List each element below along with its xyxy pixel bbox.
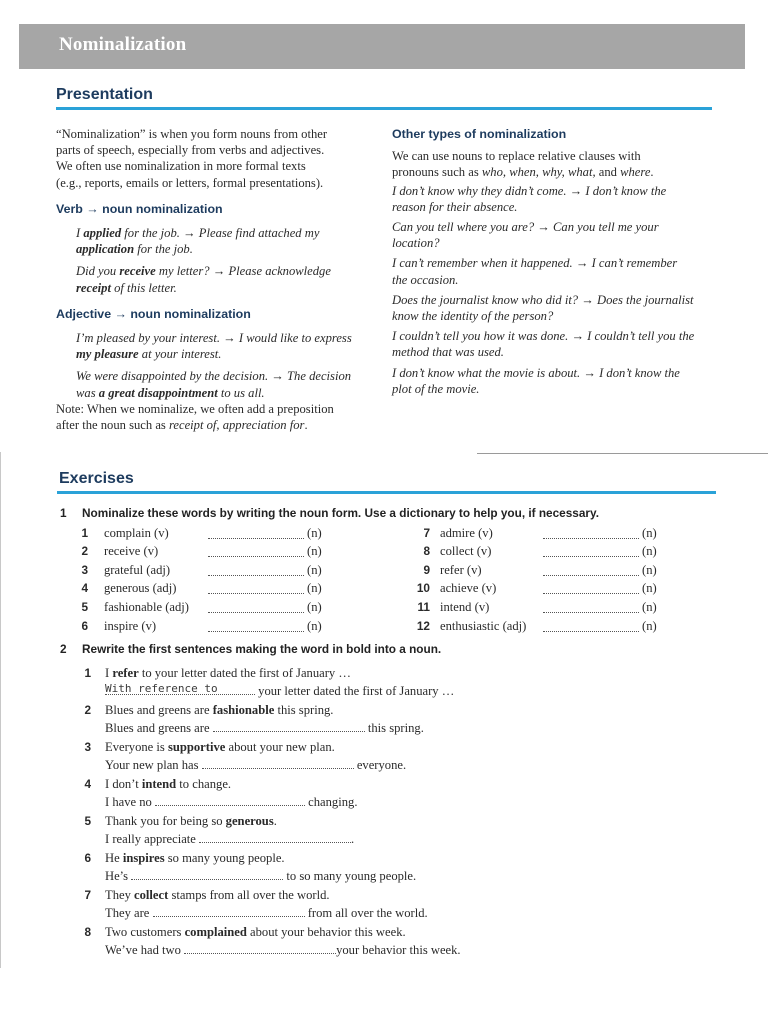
answer-blank[interactable] bbox=[155, 793, 305, 806]
answer-blank[interactable] bbox=[208, 575, 304, 576]
exercises-rule bbox=[57, 491, 716, 494]
adj-example-1: I’m pleased by your interest. → I would like to express bbox=[76, 331, 352, 346]
adjective-examples bbox=[56, 330, 376, 401]
exercises-heading: Exercises bbox=[59, 470, 134, 487]
other-example: Does the journalist know who did it? → Does the journalist bbox=[392, 292, 694, 307]
exercise-1-item: 10 achieve (v) (n) bbox=[416, 581, 657, 595]
answer-blank[interactable] bbox=[153, 904, 305, 917]
exercise-1-item: 2 receive (v) (n) bbox=[81, 544, 322, 558]
other-example: I couldn’t tell you how it was done. → I couldn’t tell you the bbox=[392, 329, 695, 344]
verb-example-2-cont: receipt of this letter. bbox=[76, 280, 177, 295]
intro-line: “Nominalization” is when you form nouns from other bbox=[56, 127, 328, 141]
answer-blank[interactable] bbox=[543, 556, 639, 557]
intro-line: (e.g., reports, emails or letters, formal presentations). bbox=[56, 175, 324, 190]
handwritten-answer: With reference to bbox=[105, 682, 218, 696]
exercise-2-item: 2 Blues and greens are fashionable this spring. Blues and greens are this spring. bbox=[84, 703, 424, 736]
exercise-2-item: 3 Everyone is supportive about your new plan. Your new plan has everyone. bbox=[84, 740, 407, 773]
other-intro-line: We can use nouns to replace relative clauses with bbox=[392, 149, 641, 164]
exercise-1-item: 9 refer (v) (n) bbox=[423, 563, 657, 577]
exercise-2-instruction: 2 Rewrite the first sentences making the word in bold into a noun. bbox=[60, 642, 442, 656]
presentation-rule bbox=[56, 107, 712, 110]
adjective-nominalization-heading: Adjective → noun nominalization bbox=[56, 306, 251, 321]
presentation-heading: Presentation bbox=[56, 86, 153, 103]
exercise-2-item: 7 They collect stamps from all over the world. They are from all over the world. bbox=[84, 888, 428, 921]
exercise-2-item: 1 I refer to your letter dated the first of January … With reference to your letter dated the first of January … bbox=[84, 666, 455, 699]
page-title: Nominalization bbox=[59, 34, 187, 55]
exercise-1-instruction: 1 Nominalize these words by writing the noun form. Use a dictionary to help you, if necessary. bbox=[60, 506, 599, 520]
other-example-cont: method that was used. bbox=[392, 345, 504, 360]
answer-blank[interactable] bbox=[199, 830, 351, 843]
verb-example-1-cont: application for the job. bbox=[76, 242, 193, 257]
verb-example-2: Did you receive my letter? → Please acknowledge bbox=[76, 264, 331, 279]
other-example-cont: plot of the movie. bbox=[392, 381, 480, 396]
exercise-2-item: 6 He inspires so many young people. He’s to so many young people. bbox=[84, 851, 417, 884]
exercise-1-item: 7 admire (v) (n) bbox=[423, 526, 657, 540]
exercise-1-item: 8 collect (v) (n) bbox=[423, 544, 657, 558]
other-example-cont: know the identity of the person? bbox=[392, 309, 554, 324]
intro-line: parts of speech, especially from verbs and adjectives. bbox=[56, 143, 325, 158]
exercise-1-item: 11 intend (v) (n) bbox=[417, 600, 657, 614]
exercise-1-item: 6 inspire (v) (n) bbox=[81, 619, 322, 633]
answer-blank[interactable] bbox=[202, 756, 354, 769]
answer-blank[interactable] bbox=[543, 538, 639, 539]
answer-blank[interactable] bbox=[208, 631, 304, 632]
verb-examples bbox=[56, 225, 376, 296]
other-example: I don’t know what the movie is about. → I don’t know the bbox=[392, 365, 680, 380]
other-example-cont: the occasion. bbox=[392, 272, 459, 287]
answer-blank[interactable] bbox=[208, 612, 304, 613]
exercise-2-item: 5 Thank you for being so generous. I really appreciate . bbox=[84, 814, 355, 847]
answer-blank[interactable] bbox=[543, 575, 639, 576]
verb-nominalization-heading: Verb → noun nominalization bbox=[56, 201, 223, 216]
answer-blank[interactable] bbox=[543, 631, 639, 632]
intro-line: We often use nominalization in more formal texts bbox=[56, 159, 306, 174]
answer-blank[interactable] bbox=[543, 612, 639, 613]
answer-blank[interactable] bbox=[208, 593, 304, 594]
other-nominalization-heading: Other types of nominalization bbox=[392, 127, 567, 141]
answer-blank[interactable] bbox=[543, 593, 639, 594]
answer-blank[interactable] bbox=[184, 941, 336, 954]
other-example: Can you tell where you are? → Can you tell me your bbox=[392, 220, 659, 235]
presentation-left-column bbox=[56, 126, 376, 433]
exercise-1-item: 12 enthusiastic (adj) (n) bbox=[416, 619, 657, 633]
adj-example-2-cont: was a great disappointment to us all. bbox=[76, 385, 265, 400]
adj-example-1-cont: my pleasure at your interest. bbox=[76, 347, 222, 362]
other-example-cont: location? bbox=[392, 236, 440, 251]
page-edge bbox=[0, 452, 1, 968]
note-line-cont: after the noun such as receipt of, appreciation for. bbox=[56, 418, 308, 433]
verb-example-1: I applied for the job. → Please find attached my bbox=[76, 226, 320, 241]
divider-rule bbox=[477, 453, 768, 454]
answer-blank[interactable] bbox=[208, 556, 304, 557]
other-example: I don’t know why they didn’t come. → I don’t know the bbox=[392, 183, 667, 198]
other-intro-line-cont: pronouns such as who, when, why, what, and where. bbox=[392, 165, 654, 180]
presentation-right-column bbox=[392, 126, 722, 397]
title-bar bbox=[19, 24, 745, 69]
exercise-1-item: 3 grateful (adj) (n) bbox=[81, 563, 322, 577]
exercise-2-item: 4 I don’t intend to change. I have no changing. bbox=[84, 777, 358, 810]
other-example: I can’t remember when it happened. → I can’t remember bbox=[392, 256, 678, 271]
note-line: Note: When we nominalize, we often add a preposition bbox=[56, 401, 334, 416]
answer-blank[interactable] bbox=[208, 538, 304, 539]
other-example-cont: reason for their absence. bbox=[392, 199, 518, 214]
answer-blank[interactable] bbox=[105, 682, 255, 695]
answer-blank[interactable] bbox=[131, 867, 283, 880]
answer-blank[interactable] bbox=[213, 719, 365, 732]
exercise-1-item: 4 generous (adj) (n) bbox=[81, 581, 322, 595]
exercise-1-item: 1 complain (v) (n) bbox=[81, 526, 322, 540]
exercise-1-item: 5 fashionable (adj) (n) bbox=[81, 600, 322, 614]
adj-example-2: We were disappointed by the decision. → The decision bbox=[76, 369, 352, 384]
exercise-2-item: 8 Two customers complained about your behavior this week. We’ve had two your behavior this week. bbox=[84, 925, 461, 958]
